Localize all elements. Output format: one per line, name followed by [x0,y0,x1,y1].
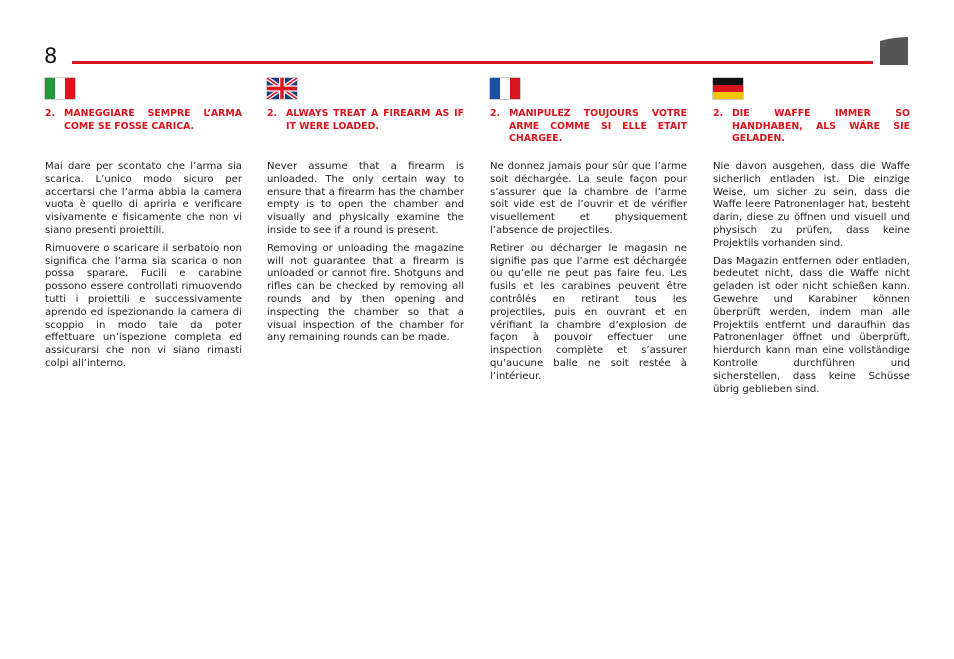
heading-number: 2. [45,108,56,119]
section-heading-german [713,108,910,152]
paragraph: Ne donnez jamais pour sûr que l’arme soit déchargée. La seule façon pour s’assurer que la chambre de l’arme soit vide est de l’ouvrir et de vérifier visuellement et physiquement l’absence de projectiles. [490,161,687,236]
heading-text: MANEGGIARE SEMPRE L’ARMA COME SE FOSSE CARICA. [64,108,242,132]
heading-text: MANIPULEZ TOUJOURS VOTRE ARME COMME SI ELLE ETAIT CHARGEE. [509,108,687,144]
body-text-italian [45,161,242,371]
body-text-german [713,161,910,396]
germany-flag-icon [713,78,743,99]
column-italian [45,78,242,376]
column-german [713,78,910,401]
heading-text: DIE WAFFE IMMER SO HANDHABEN, ALS WÄRE SIE GELADEN. [732,108,910,144]
header-rule [72,61,873,64]
body-text-english [267,161,464,345]
heading-number: 2. [713,108,724,119]
section-heading-french [490,108,687,152]
paragraph: Das Magazin entfernen oder entladen, bedeutet nicht, dass die Waffe nicht geladen ist oder nicht schießen kann. Gewehre und Karabiner können überprüft werden, indem man alle Projektils entfernt und daraufhin das Patronenlager öffnet und überprüft, hierdurch kann man eine vollständige Kontrolle durchführen und sicherstellen, dass keine Schüsse übrig geblieben sind. [713,255,910,395]
column-english [267,78,464,350]
uk-flag-icon [267,78,297,99]
heading-text: ALWAYS TREAT A FIREARM AS IF IT WERE LOADED. [286,108,464,132]
paragraph: Retirer ou décharger le magasin ne signifie pas que l’arme est déchargée ou qu’elle ne peut pas faire feu. Les fusils et les carabines peuvent être contrôlés en retirant tous les projectiles, puis en ouvrant et en vérifiant la chambre d’explosion de façon à pouvoir effectuer une inspection complète et s’assurer qu’aucune balle ne soit restée à l’intérieur. [490,242,687,382]
body-text-french [490,161,687,384]
italy-flag-icon [45,78,75,99]
section-heading-english [267,108,464,152]
page-number: 8 [44,44,58,68]
paragraph: Rimuovere o scaricare il serbatoio non significa che l’arma sia scarica o non possa sparare. Fucili e carabine possono essere controllati rimuovendo tutti i proiettili e successivamente aprendo ed ispezionando la camera di scoppio in modo tale da poter effettuare un’ispezione completa ed assicurarsi che non vi siano rimasti colpi all’interno. [45,242,242,369]
corner-tab-icon [880,37,908,65]
france-flag-icon [490,78,520,99]
paragraph: Nie davon ausgehen, dass die Waffe sicherlich entladen ist. Die einzige Weise, um sicher zu sein, dass die Waffe leere Patronenlager hat, besteht darin, diese zu öffnen und visuell und physisch zu prüfen, dass keine Projektils vorhanden sind. [713,161,910,249]
paragraph: Never assume that a firearm is unloaded. The only certain way to ensure that a firearm has the chamber empty is to open the chamber and visually and physically examine the inside to see if a round is present. [267,161,464,236]
heading-number: 2. [267,108,278,119]
paragraph: Removing or unloading the magazine will not guarantee that a firearm is unloaded or cannot fire. Shotguns and rifles can be checked by removing all rounds and by then opening and inspecting the chamber so that a visual inspection of the chamber for any remaining rounds can be made. [267,242,464,344]
paragraph: Mai dare per scontato che l’arma sia scarica. L’unico modo sicuro per accertarsi che l’arma abbia la camera vuota è quello di aprirla e verificare visivamente e fisicamente che non vi siano presenti proiettili. [45,161,242,236]
column-french [490,78,687,389]
section-heading-italian [45,108,242,152]
heading-number: 2. [490,108,501,119]
